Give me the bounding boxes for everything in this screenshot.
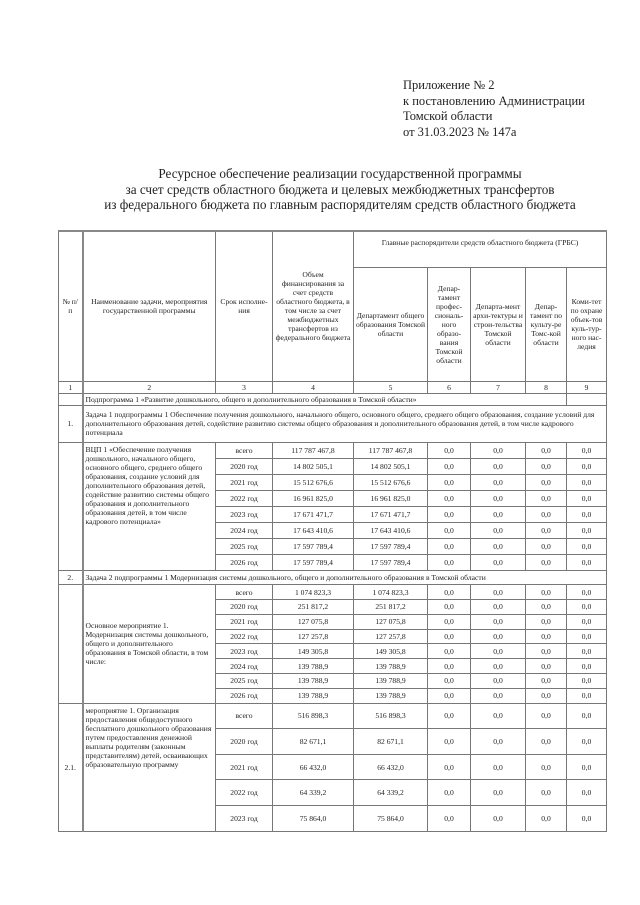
grbs-value-cell: 16 961 825,0 xyxy=(354,490,428,506)
grbs-value-cell: 0,0 xyxy=(567,442,607,458)
grbs-value-cell: 0,0 xyxy=(471,806,526,832)
period-cell: 2023 год xyxy=(216,506,273,522)
grbs-value-cell: 0,0 xyxy=(567,659,607,674)
grbs-value-cell: 0,0 xyxy=(567,506,607,522)
table-row xyxy=(59,585,607,600)
grbs-value-cell: 0,0 xyxy=(526,490,567,506)
period-cell: всего xyxy=(216,585,273,600)
total-volume-cell: 117 787 467,8 xyxy=(273,442,354,458)
total-volume-cell: 17 643 410,6 xyxy=(273,522,354,538)
period-cell: 2024 год xyxy=(216,522,273,538)
grbs-value-cell: 139 788,9 xyxy=(354,688,428,703)
grbs-value-cell: 0,0 xyxy=(567,644,607,659)
grbs-value-cell: 0,0 xyxy=(471,600,526,615)
grbs-value-cell: 0,0 xyxy=(471,442,526,458)
header-num: № п/п xyxy=(59,231,83,381)
column-number: 8 xyxy=(526,381,567,393)
grbs-value-cell: 0,0 xyxy=(428,474,471,490)
grbs-value-cell: 17 597 789,4 xyxy=(354,539,428,555)
task-num: 1. xyxy=(59,405,83,442)
grbs-value-cell: 1 074 823,3 xyxy=(354,585,428,600)
grbs-value-cell: 0,0 xyxy=(428,555,471,571)
grbs-value-cell: 0,0 xyxy=(526,585,567,600)
appendix-line: от 31.03.2023 № 147а xyxy=(403,124,517,139)
period-cell: 2021 год xyxy=(216,754,273,780)
table-row xyxy=(59,442,607,458)
period-cell: 2023 год xyxy=(216,644,273,659)
table-row xyxy=(59,703,607,729)
grbs-value-cell: 0,0 xyxy=(471,688,526,703)
header-volume: Объем финансирования за счет средств областного бюджета, в том числе за счет межбюджетных трансфертов из федерального бюджета xyxy=(273,231,354,381)
period-cell: всего xyxy=(216,442,273,458)
total-volume-cell: 16 961 825,0 xyxy=(273,490,354,506)
period-cell: 2020 год xyxy=(216,729,273,755)
grbs-value-cell: 0,0 xyxy=(428,703,471,729)
grbs-value-cell: 0,0 xyxy=(428,442,471,458)
header-name: Наименование задачи, мероприятия государственной программы xyxy=(83,231,216,381)
grbs-value-cell: 0,0 xyxy=(471,659,526,674)
total-volume-cell: 1 074 823,3 xyxy=(273,585,354,600)
grbs-value-cell: 0,0 xyxy=(428,458,471,474)
grbs-value-cell: 127 075,8 xyxy=(354,614,428,629)
total-volume-cell: 139 788,9 xyxy=(273,674,354,689)
grbs-value-cell: 0,0 xyxy=(428,600,471,615)
total-volume-cell: 66 432,0 xyxy=(273,754,354,780)
item-name: мероприятие 1. Организация предоставления общедоступного бесплатного дошкольного образования путем предоставления денежной выплаты родителям (законным представителям) детей, осваивающих образовательную программу xyxy=(83,703,216,831)
column-number: 7 xyxy=(471,381,526,393)
period-cell: 2024 год xyxy=(216,659,273,674)
header-dep3: Департа-мент архи-тектуры и строи-тельства Томской области xyxy=(471,267,526,381)
period-cell: 2026 год xyxy=(216,555,273,571)
grbs-value-cell: 0,0 xyxy=(526,688,567,703)
task-title: Задача 1 подпрограммы 1 Обеспечение получения дошкольного, начального общего, основного общего, среднего общего образования, создание условий для дополнительного образования детей, содействие развитию системы общего образования и дополнительного образования детей, в том числе кадрового потенциала xyxy=(83,405,607,442)
grbs-value-cell: 64 339,2 xyxy=(354,780,428,806)
grbs-value-cell: 0,0 xyxy=(567,629,607,644)
grbs-value-cell: 0,0 xyxy=(526,629,567,644)
grbs-value-cell: 0,0 xyxy=(428,629,471,644)
total-volume-cell: 139 788,9 xyxy=(273,659,354,674)
grbs-value-cell: 0,0 xyxy=(567,688,607,703)
grbs-value-cell: 17 671 471,7 xyxy=(354,506,428,522)
total-volume-cell: 17 671 471,7 xyxy=(273,506,354,522)
grbs-value-cell: 0,0 xyxy=(428,780,471,806)
grbs-value-cell: 0,0 xyxy=(471,555,526,571)
grbs-value-cell: 0,0 xyxy=(526,474,567,490)
period-cell: 2025 год xyxy=(216,674,273,689)
grbs-value-cell: 0,0 xyxy=(428,659,471,674)
grbs-value-cell: 0,0 xyxy=(567,703,607,729)
grbs-value-cell: 0,0 xyxy=(567,490,607,506)
total-volume-cell: 127 257,8 xyxy=(273,629,354,644)
grbs-value-cell: 0,0 xyxy=(567,539,607,555)
grbs-value-cell: 0,0 xyxy=(526,780,567,806)
title-line: Ресурсное обеспечение реализации государственной программы xyxy=(158,166,522,181)
period-cell: 2022 год xyxy=(216,490,273,506)
appendix-line: к постановлению Администрации xyxy=(403,93,585,108)
grbs-value-cell: 0,0 xyxy=(567,474,607,490)
period-cell: 2020 год xyxy=(216,600,273,615)
grbs-value-cell: 75 864,0 xyxy=(354,806,428,832)
grbs-value-cell: 0,0 xyxy=(471,629,526,644)
grbs-value-cell: 0,0 xyxy=(428,490,471,506)
total-volume-cell: 15 512 676,6 xyxy=(273,474,354,490)
grbs-value-cell: 0,0 xyxy=(567,522,607,538)
item-num xyxy=(59,442,83,571)
grbs-value-cell: 0,0 xyxy=(471,674,526,689)
grbs-value-cell: 0,0 xyxy=(428,729,471,755)
grbs-value-cell: 139 788,9 xyxy=(354,674,428,689)
column-number: 1 xyxy=(59,381,83,393)
grbs-value-cell: 0,0 xyxy=(526,539,567,555)
grbs-value-cell: 0,0 xyxy=(526,644,567,659)
item-name: Основное мероприятие 1. Модернизация системы дошкольного, общего и дополнительного образования в Томской области, в том числе: xyxy=(83,585,216,703)
task-row xyxy=(59,405,607,442)
total-volume-cell: 149 305,8 xyxy=(273,644,354,659)
total-volume-cell: 75 864,0 xyxy=(273,806,354,832)
grbs-value-cell: 82 671,1 xyxy=(354,729,428,755)
period-cell: 2023 год xyxy=(216,806,273,832)
grbs-value-cell: 0,0 xyxy=(567,780,607,806)
grbs-value-cell: 127 257,8 xyxy=(354,629,428,644)
grbs-value-cell: 0,0 xyxy=(471,703,526,729)
grbs-value-cell: 251 817,2 xyxy=(354,600,428,615)
grbs-value-cell: 0,0 xyxy=(471,458,526,474)
grbs-value-cell: 0,0 xyxy=(567,806,607,832)
grbs-value-cell: 0,0 xyxy=(567,729,607,755)
grbs-value-cell: 0,0 xyxy=(526,506,567,522)
period-cell: 2025 год xyxy=(216,539,273,555)
total-volume-cell: 82 671,1 xyxy=(273,729,354,755)
grbs-value-cell: 0,0 xyxy=(526,555,567,571)
column-number: 2 xyxy=(83,381,216,393)
column-number: 3 xyxy=(216,381,273,393)
period-cell: 2022 год xyxy=(216,629,273,644)
grbs-value-cell: 0,0 xyxy=(567,674,607,689)
appendix-line: Томской области xyxy=(403,109,493,123)
grbs-value-cell: 0,0 xyxy=(428,674,471,689)
column-number: 4 xyxy=(273,381,354,393)
grbs-value-cell: 0,0 xyxy=(471,522,526,538)
grbs-value-cell: 0,0 xyxy=(526,442,567,458)
header-dep2: Депар-тамент профес-сиональ-ного образо-вания Томской области xyxy=(428,267,471,381)
grbs-value-cell: 0,0 xyxy=(567,754,607,780)
subprogram-title: Подпрограмма 1 «Развитие дошкольного, общего и дополнительного образования в Томской области» xyxy=(83,393,567,405)
task-num: 2. xyxy=(59,571,83,585)
subprogram-num xyxy=(59,393,83,405)
period-cell: 2021 год xyxy=(216,474,273,490)
header-term: Срок исполне-ния xyxy=(216,231,273,381)
title-line: из федерального бюджета по главным распорядителям средств областного бюджета xyxy=(104,197,576,212)
grbs-value-cell: 0,0 xyxy=(567,585,607,600)
task-title: Задача 2 подпрограммы 1 Модернизация системы дошкольного, общего и дополнительного образования в Томской области xyxy=(83,571,607,585)
grbs-value-cell: 516 898,3 xyxy=(354,703,428,729)
period-cell: 2020 год xyxy=(216,458,273,474)
total-volume-cell: 139 788,9 xyxy=(273,688,354,703)
grbs-value-cell: 0,0 xyxy=(428,585,471,600)
grbs-value-cell: 17 597 789,4 xyxy=(354,555,428,571)
grbs-value-cell: 0,0 xyxy=(471,506,526,522)
grbs-value-cell: 0,0 xyxy=(471,644,526,659)
grbs-value-cell: 0,0 xyxy=(526,600,567,615)
grbs-value-cell: 139 788,9 xyxy=(354,659,428,674)
grbs-value-cell: 0,0 xyxy=(471,474,526,490)
grbs-value-cell: 15 512 676,6 xyxy=(354,474,428,490)
grbs-value-cell: 0,0 xyxy=(526,458,567,474)
subprogram-empty xyxy=(567,393,607,405)
grbs-value-cell: 14 802 505,1 xyxy=(354,458,428,474)
document-title xyxy=(40,166,640,213)
grbs-value-cell: 0,0 xyxy=(567,614,607,629)
item-num: 2.1. xyxy=(59,703,83,831)
grbs-value-cell: 117 787 467,8 xyxy=(354,442,428,458)
grbs-value-cell: 0,0 xyxy=(526,522,567,538)
grbs-value-cell: 0,0 xyxy=(428,644,471,659)
column-number: 9 xyxy=(567,381,607,393)
appendix-line: Приложение № 2 xyxy=(403,78,495,92)
grbs-value-cell: 0,0 xyxy=(428,806,471,832)
grbs-value-cell: 0,0 xyxy=(567,600,607,615)
period-cell: всего xyxy=(216,703,273,729)
grbs-value-cell: 0,0 xyxy=(526,754,567,780)
total-volume-cell: 516 898,3 xyxy=(273,703,354,729)
grbs-value-cell: 0,0 xyxy=(471,490,526,506)
grbs-value-cell: 0,0 xyxy=(428,688,471,703)
grbs-value-cell: 0,0 xyxy=(428,614,471,629)
appendix-reference xyxy=(403,78,585,140)
header-grbs: Главные распорядители средств областного бюджета (ГРБС) xyxy=(354,231,607,267)
grbs-value-cell: 149 305,8 xyxy=(354,644,428,659)
grbs-value-cell: 0,0 xyxy=(471,729,526,755)
period-cell: 2026 год xyxy=(216,688,273,703)
grbs-value-cell: 0,0 xyxy=(567,458,607,474)
item-name: ВЦП 1 «Обеспечение получения дошкольного, начального общего, основного общего, среднего общего образования, создание условий для дополнительного образования детей, содействие развитию системы общего образования и дополнительного образования детей, в том числе кадрового потенциала» xyxy=(83,442,216,571)
grbs-value-cell: 0,0 xyxy=(471,780,526,806)
total-volume-cell: 17 597 789,4 xyxy=(273,539,354,555)
grbs-value-cell: 17 643 410,6 xyxy=(354,522,428,538)
grbs-value-cell: 0,0 xyxy=(428,506,471,522)
grbs-value-cell: 0,0 xyxy=(567,555,607,571)
grbs-value-cell: 0,0 xyxy=(471,539,526,555)
resource-table xyxy=(58,230,607,832)
grbs-value-cell: 0,0 xyxy=(471,754,526,780)
grbs-value-cell: 0,0 xyxy=(428,522,471,538)
task-row xyxy=(59,571,607,585)
header-dep4: Депар-тамент по культу-ре Томс-кой области xyxy=(526,267,567,381)
total-volume-cell: 251 817,2 xyxy=(273,600,354,615)
header-dep5: Коми-тет по охране объек-тов куль-тур-ного нас-ледия xyxy=(567,267,607,381)
column-number: 6 xyxy=(428,381,471,393)
period-cell: 2021 год xyxy=(216,614,273,629)
header-dep1: Департамент общего образования Томской области xyxy=(354,267,428,381)
item-num xyxy=(59,585,83,703)
grbs-value-cell: 66 432,0 xyxy=(354,754,428,780)
grbs-value-cell: 0,0 xyxy=(428,754,471,780)
grbs-value-cell: 0,0 xyxy=(471,585,526,600)
grbs-value-cell: 0,0 xyxy=(526,703,567,729)
total-volume-cell: 14 802 505,1 xyxy=(273,458,354,474)
period-cell: 2022 год xyxy=(216,780,273,806)
column-number: 5 xyxy=(354,381,428,393)
grbs-value-cell: 0,0 xyxy=(428,539,471,555)
title-line: за счет средств областного бюджета и целевых межбюджетных трансфертов xyxy=(125,181,555,197)
total-volume-cell: 64 339,2 xyxy=(273,780,354,806)
grbs-value-cell: 0,0 xyxy=(526,614,567,629)
grbs-value-cell: 0,0 xyxy=(526,659,567,674)
grbs-value-cell: 0,0 xyxy=(526,729,567,755)
grbs-value-cell: 0,0 xyxy=(526,674,567,689)
total-volume-cell: 17 597 789,4 xyxy=(273,555,354,571)
total-volume-cell: 127 075,8 xyxy=(273,614,354,629)
grbs-value-cell: 0,0 xyxy=(471,614,526,629)
grbs-value-cell: 0,0 xyxy=(526,806,567,832)
